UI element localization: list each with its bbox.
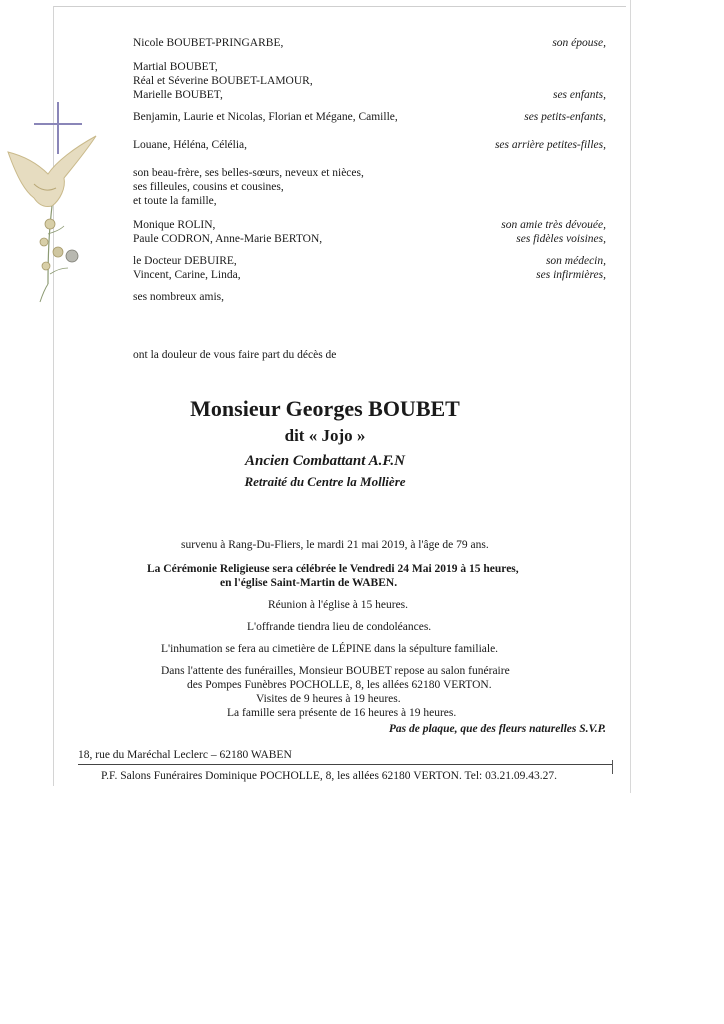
nurses-names: Vincent, Carine, Linda, <box>133 269 241 281</box>
spouse-role: son épouse, <box>552 37 606 49</box>
deceased-title: Retraité du Centre la Mollière <box>244 474 406 489</box>
neighbour-role: ses fidèles voisines, <box>516 233 606 245</box>
funeral-home-address: des Pompes Funèbres POCHOLLE, 8, les allées 62180 VERTON. <box>187 679 492 691</box>
children-role: ses enfants, <box>552 89 606 101</box>
child-name: Marielle BOUBET, <box>133 89 223 101</box>
friend-name: Monique ROLIN, <box>133 219 216 231</box>
spouse-name: Nicole BOUBET-PRINGARBE, <box>133 37 284 49</box>
nurses-role: ses infirmières, <box>536 269 606 281</box>
friend-role: son amie très dévouée, <box>501 219 606 231</box>
relatives-line: son beau-frère, ses belles-sœurs, neveux et nièces, <box>133 167 364 179</box>
many-friends: ses nombreux amis, <box>133 291 225 303</box>
death-details: survenu à Rang-Du-Fliers, le mardi 21 mai 2019, à l'âge de 79 ans. <box>181 539 489 551</box>
deceased-title: Ancien Combattant A.F.N <box>244 453 406 469</box>
announcement-line: ont la douleur de vous faire part du décès de <box>133 349 337 361</box>
deceased-nickname: dit « Jojo » <box>284 426 366 445</box>
deceased-name: Monsieur Georges BOUBET <box>190 396 460 421</box>
child-name: Réal et Séverine BOUBET-LAMOUR, <box>133 75 313 87</box>
doctor-role: son médecin, <box>545 255 606 267</box>
meeting-time: Réunion à l'église à 15 heures. <box>268 599 409 611</box>
neighbour-names: Paule CODRON, Anne-Marie BERTON, <box>133 233 323 245</box>
great-grandchildren-role: ses arrière petites-filles, <box>494 139 606 151</box>
grandchildren-names: Benjamin, Laurie et Nicolas, Florian et Mégane, Camille, <box>133 111 398 123</box>
offering-note: L'offrande tiendra lieu de condoléances. <box>247 621 432 633</box>
child-name: Martial BOUBET, <box>133 61 218 73</box>
relatives-line: ses filleules, cousins et cousines, <box>133 181 284 193</box>
footer-tick <box>612 760 613 774</box>
top-rule <box>54 6 626 7</box>
rest-note: Dans l'attente des funérailles, Monsieur BOUBET repose au salon funéraire <box>161 665 510 677</box>
family-presence-hours: La famille sera présente de 16 heures à 19 heures. <box>227 707 457 719</box>
relatives-line: et toute la famille, <box>133 195 217 207</box>
blank-page-area <box>0 793 724 1024</box>
burial-note: L'inhumation se fera au cimetière de LÉPINE dans la sépulture familiale. <box>161 643 499 655</box>
great-grandchildren-names: Louane, Héléna, Célélia, <box>133 139 247 151</box>
flowers-note: Pas de plaque, que des fleurs naturelles S.V.P. <box>388 723 606 735</box>
home-address: 18, rue du Maréchal Leclerc – 62180 WABEN <box>78 749 292 761</box>
funeral-home-footer: P.F. Salons Funéraires Dominique POCHOLLE, 8, les allées 62180 VERTON. Tel: 03.21.09.43.27. <box>101 770 557 782</box>
visit-hours: Visites de 9 heures à 19 heures. <box>256 693 401 705</box>
footer-rule <box>78 764 612 765</box>
dove-icon <box>4 134 104 304</box>
grandchildren-role: ses petits-enfants, <box>524 111 606 123</box>
ceremony-place: en l'église Saint-Martin de WABEN. <box>220 577 398 589</box>
doctor-name: le Docteur DEBUIRE, <box>133 255 237 267</box>
ceremony-line: La Cérémonie Religieuse sera célébrée le Vendredi 24 Mai 2019 à 15 heures, <box>147 563 519 575</box>
